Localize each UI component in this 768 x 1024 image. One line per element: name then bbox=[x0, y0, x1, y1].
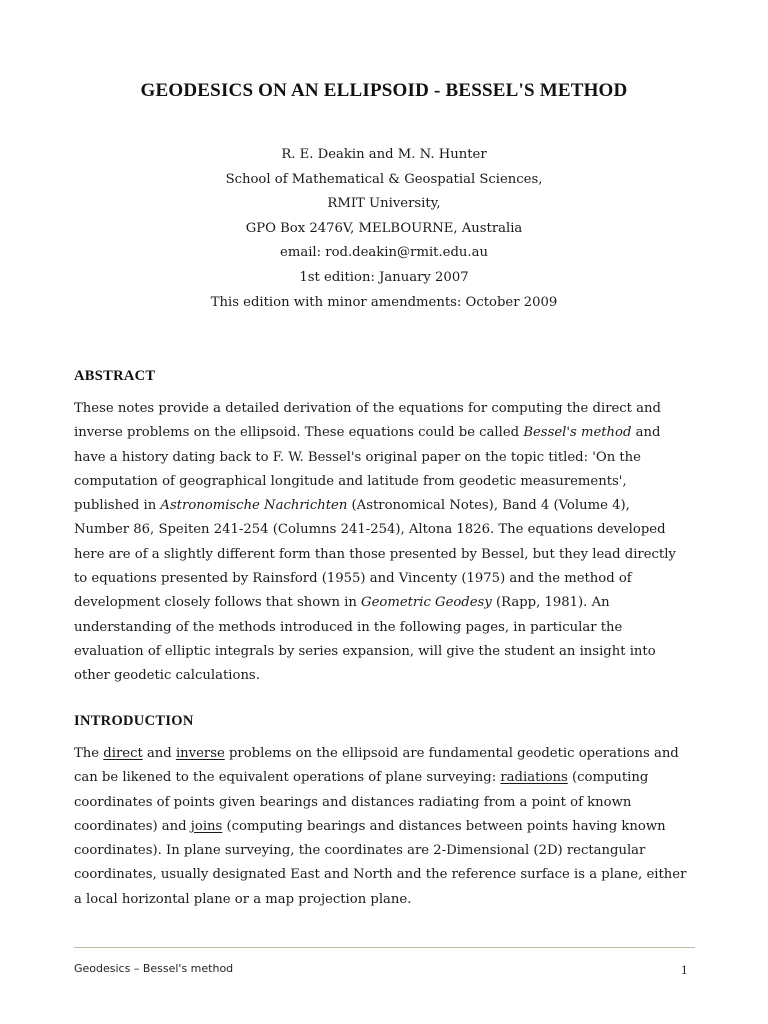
edition-line: 1st edition: January 2007 bbox=[299, 269, 469, 285]
author-names: R. E. Deakin and M. N. Hunter bbox=[281, 147, 487, 162]
introduction-line: a local horizontal plane or a map projection plane. bbox=[74, 891, 412, 907]
introduction-heading: INTRODUCTION bbox=[74, 713, 194, 729]
footer-divider bbox=[74, 947, 695, 948]
introduction-line: coordinates, usually designated East and North and the reference surface is a plane, either bbox=[74, 867, 687, 883]
author-block bbox=[0, 143, 768, 315]
underlined-term: inverse bbox=[175, 746, 225, 761]
emphasis-text: Astronomische Nachrichten bbox=[160, 498, 348, 514]
underlined-term: radiations bbox=[500, 770, 568, 786]
author-address: GPO Box 2476V, MELBOURNE, Australia bbox=[245, 220, 523, 236]
page-number: 1 bbox=[681, 962, 688, 977]
underlined-term: joins bbox=[190, 818, 223, 834]
introduction-line: The direct and inverse problems on the ellipsoid are fundamental geodetic operations and bbox=[74, 746, 679, 761]
abstract-line: inverse problems on the ellipsoid. These equations could be called Bessel's method and bbox=[74, 425, 661, 441]
introduction-paragraph bbox=[74, 742, 700, 912]
abstract-line: here are of a slightly different form than those presented by Bessel, but they lead directly bbox=[74, 546, 676, 562]
introduction-line: coordinates of points given bearings and distances radiating from a point of known bbox=[74, 794, 632, 810]
emphasis-text: Bessel's method bbox=[523, 425, 632, 441]
author-email: email: rod.deakin@rmit.edu.au bbox=[280, 245, 488, 261]
abstract-line: computation of geographical longitude and latitude from geodetic measurements', bbox=[74, 473, 627, 489]
abstract-line: These notes provide a detailed derivation of the equations for computing the direct and bbox=[74, 401, 661, 416]
author-university: RMIT University, bbox=[327, 196, 441, 212]
abstract-line: have a history dating back to F. W. Bessel's original paper on the topic titled: 'On the bbox=[74, 449, 641, 465]
abstract-paragraph bbox=[74, 397, 700, 689]
introduction-line: coordinates) and joins (computing bearings and distances between points having known bbox=[74, 818, 666, 834]
abstract-line: to equations presented by Rainsford (1955) and Vincenty (1975) and the method of bbox=[74, 571, 632, 587]
introduction-line: coordinates). In plane surveying, the coordinates are 2-Dimensional (2D) rectangular bbox=[74, 843, 646, 859]
emphasis-text: Geometric Geodesy bbox=[361, 595, 492, 611]
abstract-line: Number 86, Speiten 241-254 (Columns 241-254), Altona 1826. The equations developed bbox=[74, 522, 666, 538]
footer-running-title: Geodesics – Bessel's method bbox=[74, 962, 234, 975]
underlined-term: direct bbox=[103, 746, 143, 761]
abstract-line: evaluation of elliptic integrals by series expansion, will give the student an insight into bbox=[74, 643, 656, 659]
abstract-line: development closely follows that shown in Geometric Geodesy (Rapp, 1981). An bbox=[74, 595, 610, 611]
author-school: School of Mathematical & Geospatial Sciences, bbox=[225, 171, 543, 187]
introduction-line: can be likened to the equivalent operations of plane surveying: radiations (computing bbox=[74, 770, 649, 786]
abstract-line: other geodetic calculations. bbox=[74, 668, 260, 684]
abstract-line: understanding of the methods introduced in the following pages, in particular the bbox=[74, 619, 623, 635]
document-title: GEODESICS ON AN ELLIPSOID - BESSEL'S METHOD bbox=[140, 80, 628, 101]
abstract-line: published in Astronomische Nachrichten (Astronomical Notes), Band 4 (Volume 4), bbox=[74, 498, 630, 514]
abstract-heading: ABSTRACT bbox=[74, 368, 156, 384]
amended-edition-line: This edition with minor amendments: October 2009 bbox=[210, 294, 558, 310]
